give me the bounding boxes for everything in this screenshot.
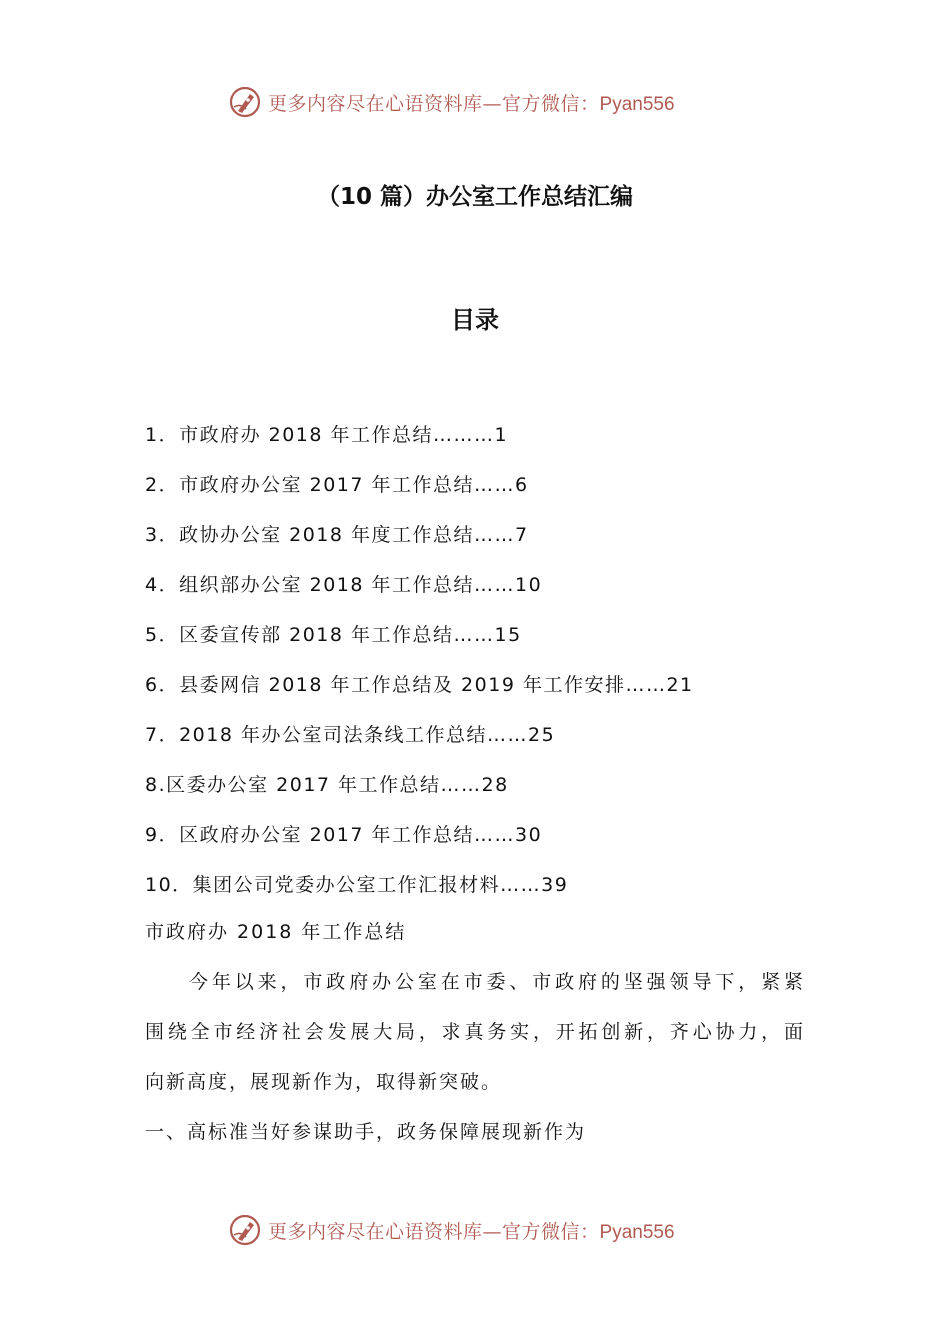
toc-item: 6．县委网信 2018 年工作总结及 2019 年工作安排……21 bbox=[145, 674, 694, 696]
section-title: 市政府办 2018 年工作总结 bbox=[145, 921, 407, 943]
paragraph-line: 向新高度，展现新作为，取得新突破。 bbox=[145, 1071, 503, 1093]
toc-item: 10．集团公司党委办公室工作汇报材料……39 bbox=[145, 874, 569, 896]
pen-nib-logo-icon bbox=[228, 85, 262, 119]
pen-nib-logo-icon bbox=[228, 1213, 262, 1247]
toc-item: 9．区政府办公室 2017 年工作总结……30 bbox=[145, 824, 543, 846]
table-of-contents bbox=[145, 420, 845, 920]
section-heading: 一、高标准当好参谋助手，政务保障展现新作为 bbox=[145, 1121, 587, 1143]
document-title: （10 篇）办公室工作总结汇编 bbox=[316, 184, 633, 210]
toc-item: 4．组织部办公室 2018 年工作总结……10 bbox=[145, 574, 543, 596]
watermark-text: 更多内容尽在心语资料库—官方微信：Pyan556 bbox=[268, 92, 675, 115]
watermark-banner-top bbox=[228, 84, 675, 120]
document-body bbox=[145, 916, 805, 1166]
toc-heading: 目录 bbox=[451, 306, 499, 334]
toc-item: 7．2018 年办公室司法条线工作总结……25 bbox=[145, 724, 556, 746]
paragraph-line: 今年以来，市政府办公室在市委、市政府的坚强领导下，紧紧 bbox=[189, 971, 805, 993]
toc-item: 1．市政府办 2018 年工作总结………1 bbox=[145, 424, 509, 446]
toc-item: 5．区委宣传部 2018 年工作总结……15 bbox=[145, 624, 522, 646]
toc-item: 8.区委办公室 2017 年工作总结……28 bbox=[145, 774, 509, 796]
toc-item: 3．政协办公室 2018 年度工作总结……7 bbox=[145, 524, 529, 546]
toc-item: 2．市政府办公室 2017 年工作总结……6 bbox=[145, 474, 529, 496]
paragraph-line: 围绕全市经济社会发展大局，求真务实，开拓创新，齐心协力，面 bbox=[145, 1021, 805, 1043]
watermark-banner-bottom bbox=[228, 1212, 675, 1248]
watermark-text: 更多内容尽在心语资料库—官方微信：Pyan556 bbox=[268, 1220, 675, 1243]
